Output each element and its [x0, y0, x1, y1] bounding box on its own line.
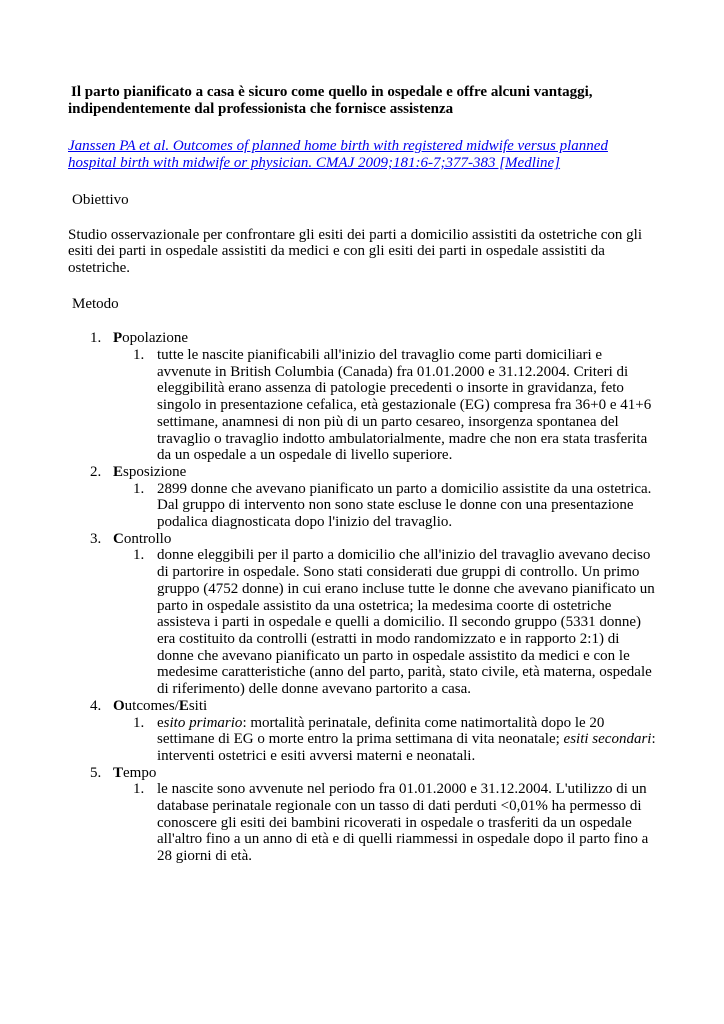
article-title: Il parto pianificato a casa è sicuro come quello in ospedale e offre alcuni vantaggi, indipendentemente dal professionista che fornisce assistenza: [68, 84, 593, 117]
sub-item-text: : mortalità perinatale, definita come natimortalità dopo le 20 settimane di EG o morte entro la prima settimana di vita neonatale;: [157, 714, 605, 748]
method-item-outcomes: [68, 698, 658, 765]
item-label: empo: [123, 764, 157, 781]
list-number: 2.: [90, 463, 102, 480]
sub-list: [113, 781, 658, 865]
item-label: sposizione: [123, 463, 187, 480]
sub-list: [113, 547, 658, 697]
sub-item: [113, 347, 658, 464]
method-item-tempo: [68, 765, 658, 865]
item-label: ontrollo: [123, 530, 172, 547]
item-initial: E: [113, 463, 124, 480]
document-page: [68, 84, 658, 865]
item-initial: P: [113, 330, 123, 347]
item-initial: T: [113, 764, 124, 781]
sub-list-number: 1.: [133, 480, 145, 497]
method-item-popolazione: [68, 330, 658, 464]
list-number: 4.: [90, 697, 102, 714]
method-list: [68, 330, 658, 865]
sub-item: [113, 781, 658, 865]
method-item-controllo: [68, 531, 658, 698]
sub-list-number: 1.: [133, 547, 145, 564]
secondary-outcome-label: esiti secondari: [563, 731, 652, 748]
sub-list: [113, 715, 658, 765]
sub-item: [113, 481, 658, 531]
citation-link[interactable]: Janssen PA et al. Outcomes of planned home birth with registered midwife versus planned hospital birth with midwife or physician. CMAJ 2009;181:6-7;377-383 [Medline]: [68, 138, 608, 172]
item-label-2: siti: [188, 697, 208, 714]
sub-list: [113, 481, 658, 531]
sub-item: [113, 715, 658, 765]
sub-item-text: le nascite sono avvenute nel periodo fra 01.01.2000 e 31.12.2004. L'utilizzo di un database perinatale regionale con un tasso di dati perduti <0,01% ha permesso di conoscere gli esiti dei bambini ricoverati in ospedale o trasferiti da un ospedale all'altro fino a un anno di età e di quelli riammessi in ospedale dopo il parto fino a 28 giorni di età.: [157, 781, 649, 865]
list-number: 1.: [90, 330, 102, 347]
list-number: 3.: [90, 530, 102, 547]
sub-list: [113, 347, 658, 464]
item-initial: O: [113, 697, 125, 714]
sub-item-lead: e: [157, 714, 164, 731]
sub-item-text: 2899 donne che avevano pianificato un parto a domicilio assistite da una ostetrica. Dal gruppo di intervento non sono state escluse le donne con una presentazione podalica diagnosticata dopo l'inizio del travaglio.: [157, 480, 652, 531]
sub-list-number: 1.: [133, 347, 145, 364]
sub-item-tail: : interventi ostetrici e esiti avversi materni e neonatali.: [157, 731, 656, 764]
list-number: 5.: [90, 764, 102, 781]
method-heading: Metodo: [72, 295, 119, 312]
item-initial-2: E: [178, 697, 189, 714]
sub-item-text: donne eleggibili per il parto a domicilio che all'inizio del travaglio avevano deciso di partorire in ospedale. Sono stati considerati due gruppi di controllo. Un primo gruppo (4752 donne) in cui erano incluse tutte le donne che avevano pianificato un parto in ospedale assistito da una ostetrica; la medesima coorte di ostetriche assisteva i parti in ospedale e quelli a domicilio. Il secondo gruppo (5331 donne) era costituito da controlli (estratti in modo randomizzato e in rapporto 2:1) di donne che avevano pianificato un parto in ospedale assistito da medici e con le medesime caratteristiche (anno del parto, parità, stato civile, età materna, ospedale di riferimento) delle donne avevano partorito a casa.: [157, 547, 655, 698]
item-initial: C: [113, 530, 124, 547]
sub-list-number: 1.: [133, 781, 145, 798]
sub-list-number: 1.: [133, 714, 145, 731]
item-label: utcomes/: [124, 697, 179, 714]
primary-outcome-label: sito primario: [163, 714, 243, 731]
sub-item: [113, 547, 658, 697]
objective-text: Studio osservazionale per confrontare gli esiti dei parti a domicilio assistiti da ostetriche con gli esiti dei parti in ospedale assistiti da medici e con gli esiti dei parti in ospedale assistiti da ostetriche.: [68, 226, 643, 276]
objective-heading: Obiettivo: [72, 191, 129, 208]
sub-item-text: tutte le nascite pianificabili all'inizio del travaglio come parti domiciliari e avvenute in British Columbia (Canada) fra 01.01.2000 e 31.12.2004. Criteri di eleggibilità erano assenza di patologie precedenti o insorte in gravidanza, feto singolo in presentazione cefalica, età gestazionale (EG) compresa fra 36+0 e 41+6 settimane, anamnesi di non più di un parto cesareo, insorgenza spontanea del travaglio o travaglio indotto ambulatorialmente, madre che non era stata trasferita da un ospedale a un ospedale di livello superiore.: [157, 347, 652, 464]
item-label: opolazione: [122, 330, 188, 347]
method-item-esposizione: [68, 464, 658, 531]
